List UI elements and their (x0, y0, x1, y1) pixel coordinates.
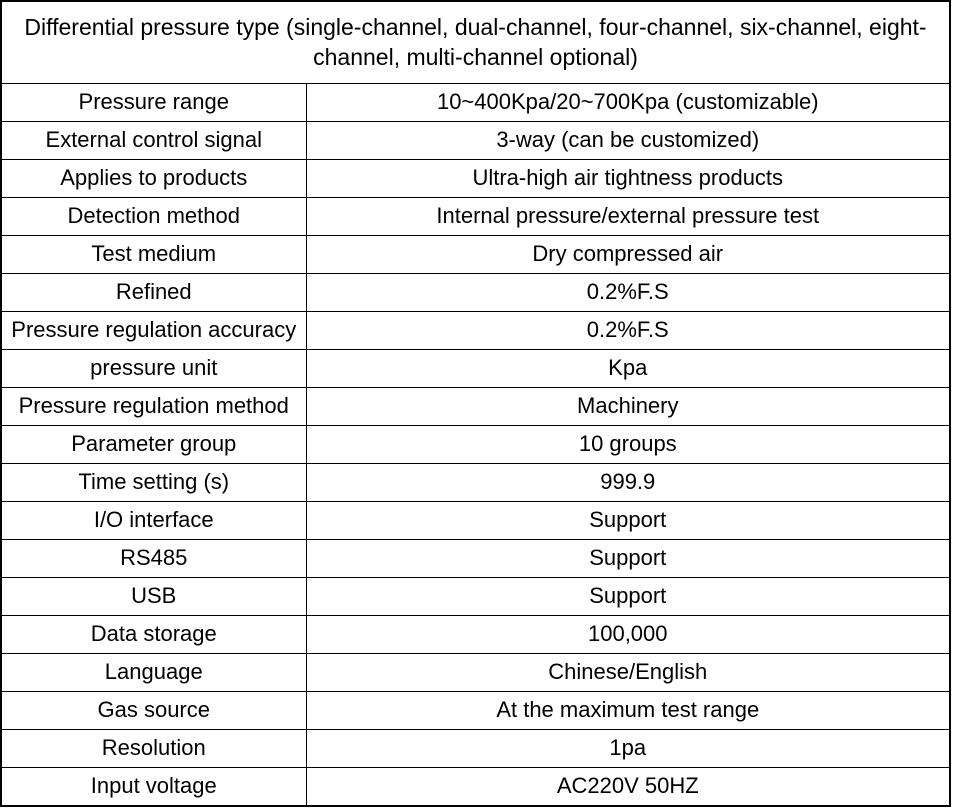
spec-label: Gas source (1, 691, 306, 729)
table-row (1, 198, 950, 236)
spec-label: Pressure range (1, 84, 306, 122)
table-header-row (1, 1, 950, 84)
spec-value: 10 groups (306, 426, 950, 464)
spec-label: Resolution (1, 729, 306, 767)
spec-value: Ultra-high air tightness products (306, 160, 950, 198)
table-row (1, 84, 950, 122)
table-row (1, 160, 950, 198)
spec-value: Internal pressure/external pressure test (306, 198, 950, 236)
table-row (1, 236, 950, 274)
spec-label: Data storage (1, 615, 306, 653)
spec-value: At the maximum test range (306, 691, 950, 729)
spec-label: Parameter group (1, 426, 306, 464)
table-row (1, 274, 950, 312)
table-row (1, 464, 950, 502)
table-row (1, 426, 950, 464)
spec-value: Kpa (306, 350, 950, 388)
spec-label: Applies to products (1, 160, 306, 198)
table-row (1, 502, 950, 540)
spec-value: Support (306, 539, 950, 577)
table-row (1, 691, 950, 729)
spec-label: RS485 (1, 539, 306, 577)
table-row (1, 653, 950, 691)
spec-value: Machinery (306, 388, 950, 426)
spec-label: I/O interface (1, 502, 306, 540)
spec-label: pressure unit (1, 350, 306, 388)
table-row (1, 122, 950, 160)
spec-value: 999.9 (306, 464, 950, 502)
table-row (1, 312, 950, 350)
spec-value: Chinese/English (306, 653, 950, 691)
table-title: Differential pressure type (single-channel, dual-channel, four-channel, six-channel, eight-channel, multi-channel optional) (1, 1, 950, 84)
table-row (1, 577, 950, 615)
table-body (1, 1, 950, 806)
table-row (1, 729, 950, 767)
spec-value: 3-way (can be customized) (306, 122, 950, 160)
spec-label: Time setting (s) (1, 464, 306, 502)
table-row (1, 350, 950, 388)
table-row (1, 388, 950, 426)
spec-label: Pressure regulation accuracy (1, 312, 306, 350)
spec-label: Input voltage (1, 767, 306, 806)
spec-value: Support (306, 502, 950, 540)
spec-label: External control signal (1, 122, 306, 160)
table-row (1, 767, 950, 806)
spec-label: Pressure regulation method (1, 388, 306, 426)
spec-label: Refined (1, 274, 306, 312)
spec-value: 10~400Kpa/20~700Kpa (customizable) (306, 84, 950, 122)
spec-label: USB (1, 577, 306, 615)
spec-label: Test medium (1, 236, 306, 274)
spec-value: 1pa (306, 729, 950, 767)
spec-value: 0.2%F.S (306, 274, 950, 312)
table-row (1, 539, 950, 577)
spec-value: AC220V 50HZ (306, 767, 950, 806)
spec-value: Support (306, 577, 950, 615)
spec-value: 100,000 (306, 615, 950, 653)
spec-label: Detection method (1, 198, 306, 236)
spec-label: Language (1, 653, 306, 691)
spec-value: 0.2%F.S (306, 312, 950, 350)
spec-value: Dry compressed air (306, 236, 950, 274)
table-row (1, 615, 950, 653)
